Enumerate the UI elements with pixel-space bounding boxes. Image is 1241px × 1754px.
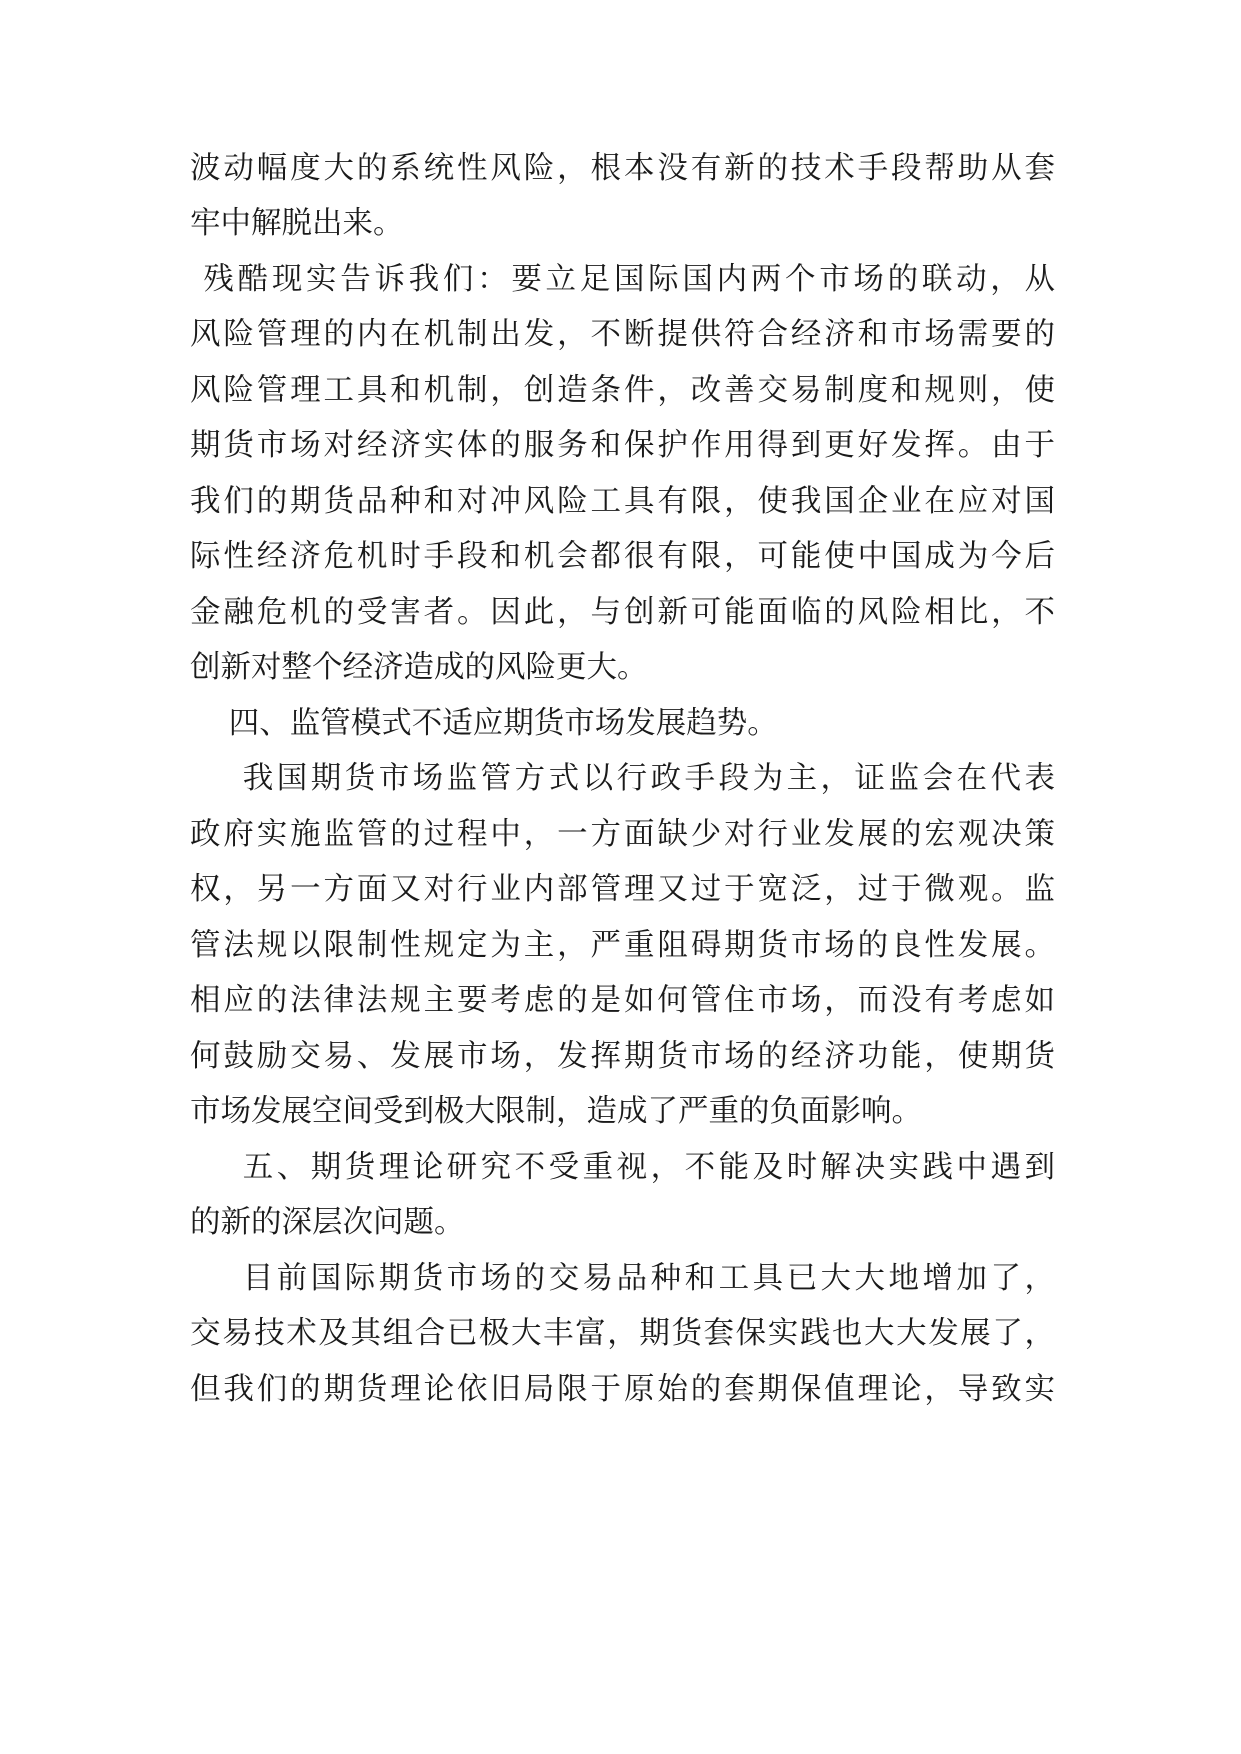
section-heading-5: 五、期货理论研究不受重视，不能及时解决实践中遇到 xyxy=(190,1150,1055,1185)
text-line: 政府实施监管的过程中，一方面缺少对行业发展的宏观决策 xyxy=(190,817,1055,852)
text-line: 我们的期货品种和对冲风险工具有限，使我国企业在应对国 xyxy=(190,484,1055,519)
text-line: 际性经济危机时手段和机会都很有限，可能使中国成为今后 xyxy=(190,539,1055,574)
text-line: 何鼓励交易、发展市场，发挥期货市场的经济功能，使期货 xyxy=(190,1039,1055,1074)
text-line: 的新的深层次问题。 xyxy=(190,1205,465,1240)
text-line: 风险管理的内在机制出发，不断提供符合经济和市场需要的 xyxy=(190,317,1055,352)
text-line: 残酷现实告诉我们：要立足国际国内两个市场的联动，从 xyxy=(190,262,1055,297)
text-line: 市场发展空间受到极大限制，造成了严重的负面影响。 xyxy=(190,1094,922,1129)
section-heading-4: 四、监管模式不适应期货市场发展趋势。 xyxy=(190,706,778,741)
text-line: 牢中解脱出来。 xyxy=(190,206,404,241)
text-line: 风险管理工具和机制，创造条件，改善交易制度和规则，使 xyxy=(190,373,1055,408)
text-line: 我国期货市场监管方式以行政手段为主，证监会在代表 xyxy=(190,761,1055,796)
text-line: 期货市场对经济实体的服务和保护作用得到更好发挥。由于 xyxy=(190,428,1055,463)
text-line: 创新对整个经济造成的风险更大。 xyxy=(190,650,648,685)
text-line: 权，另一方面又对行业内部管理又过于宽泛，过于微观。监 xyxy=(190,872,1055,907)
text-line: 目前国际期货市场的交易品种和工具已大大地增加了， xyxy=(190,1261,1055,1296)
text-line: 交易技术及其组合已极大丰富，期货套保实践也大大发展了， xyxy=(190,1316,1055,1351)
text-line: 但我们的期货理论依旧局限于原始的套期保值理论，导致实 xyxy=(190,1372,1055,1407)
text-line: 金融危机的受害者。因此，与创新可能面临的风险相比，不 xyxy=(190,595,1055,630)
text-line: 波动幅度大的系统性风险，根本没有新的技术手段帮助从套 xyxy=(190,151,1055,186)
text-line: 管法规以限制性规定为主，严重阻碍期货市场的良性发展。 xyxy=(190,928,1055,963)
text-line: 相应的法律法规主要考虑的是如何管住市场，而没有考虑如 xyxy=(190,983,1055,1018)
